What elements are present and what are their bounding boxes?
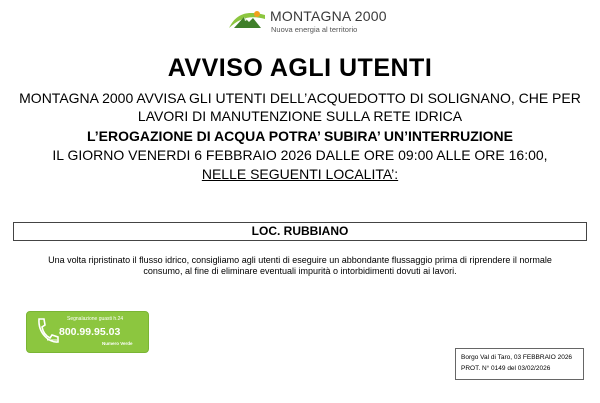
montagna-logo [226,6,387,38]
protocol-place-date: Borgo Val di Taro, 03 FEBBRAIO 2026 [461,354,573,361]
hotline-label: Segnalazione guasti h.24 [67,316,124,322]
notice-line-4: IL GIORNO VENERDI 6 FEBBRAIO 2026 DALLE ORE 09:00 ALLE ORE 16:00, [52,147,548,163]
phone-icon [35,317,59,347]
advice-line-1: Una volta ripristinato il flusso idrico, consigliamo agli utenti di eseguire un abbondante flussaggio prima di riprendere il normale [48,255,552,265]
notice-line-3: L’EROGAZIONE DI ACQUA POTRA’ SUBIRA’ UN’INTERRUZIONE [87,128,513,144]
notice-title: AVVISO AGLI UTENTI [167,54,433,82]
notice-line-1: MONTAGNA 2000 AVVISA GLI UTENTI DELL’ACQUEDOTTO DI SOLIGNANO, CHE PER [19,90,581,106]
hotline-sub: Numero Verde [102,341,133,346]
protocol-number: PROT. N° 0149 del 03/02/2026 [461,365,551,372]
notice-line-5: NELLE SEGUENTI LOCALITA’: [201,166,399,182]
notice-line-2: LAVORI DI MANUTENZIONE SULLA RETE IDRICA [137,108,463,124]
advice-line-2: consumo, al fine di eliminare eventuali impurità o intorbidimenti dovuti ai lavori. [143,266,457,276]
logo-name: MONTAGNA 2000 [270,8,387,24]
mountain-logo-icon [226,6,268,32]
hotline-number: 800.99.95.03 [59,326,121,338]
protocol-box [455,348,584,380]
logo-tagline: Nuova energia al territorio [271,25,358,34]
location-box: LOC. RUBBIANO [13,222,587,241]
hotline-badge [26,311,149,353]
